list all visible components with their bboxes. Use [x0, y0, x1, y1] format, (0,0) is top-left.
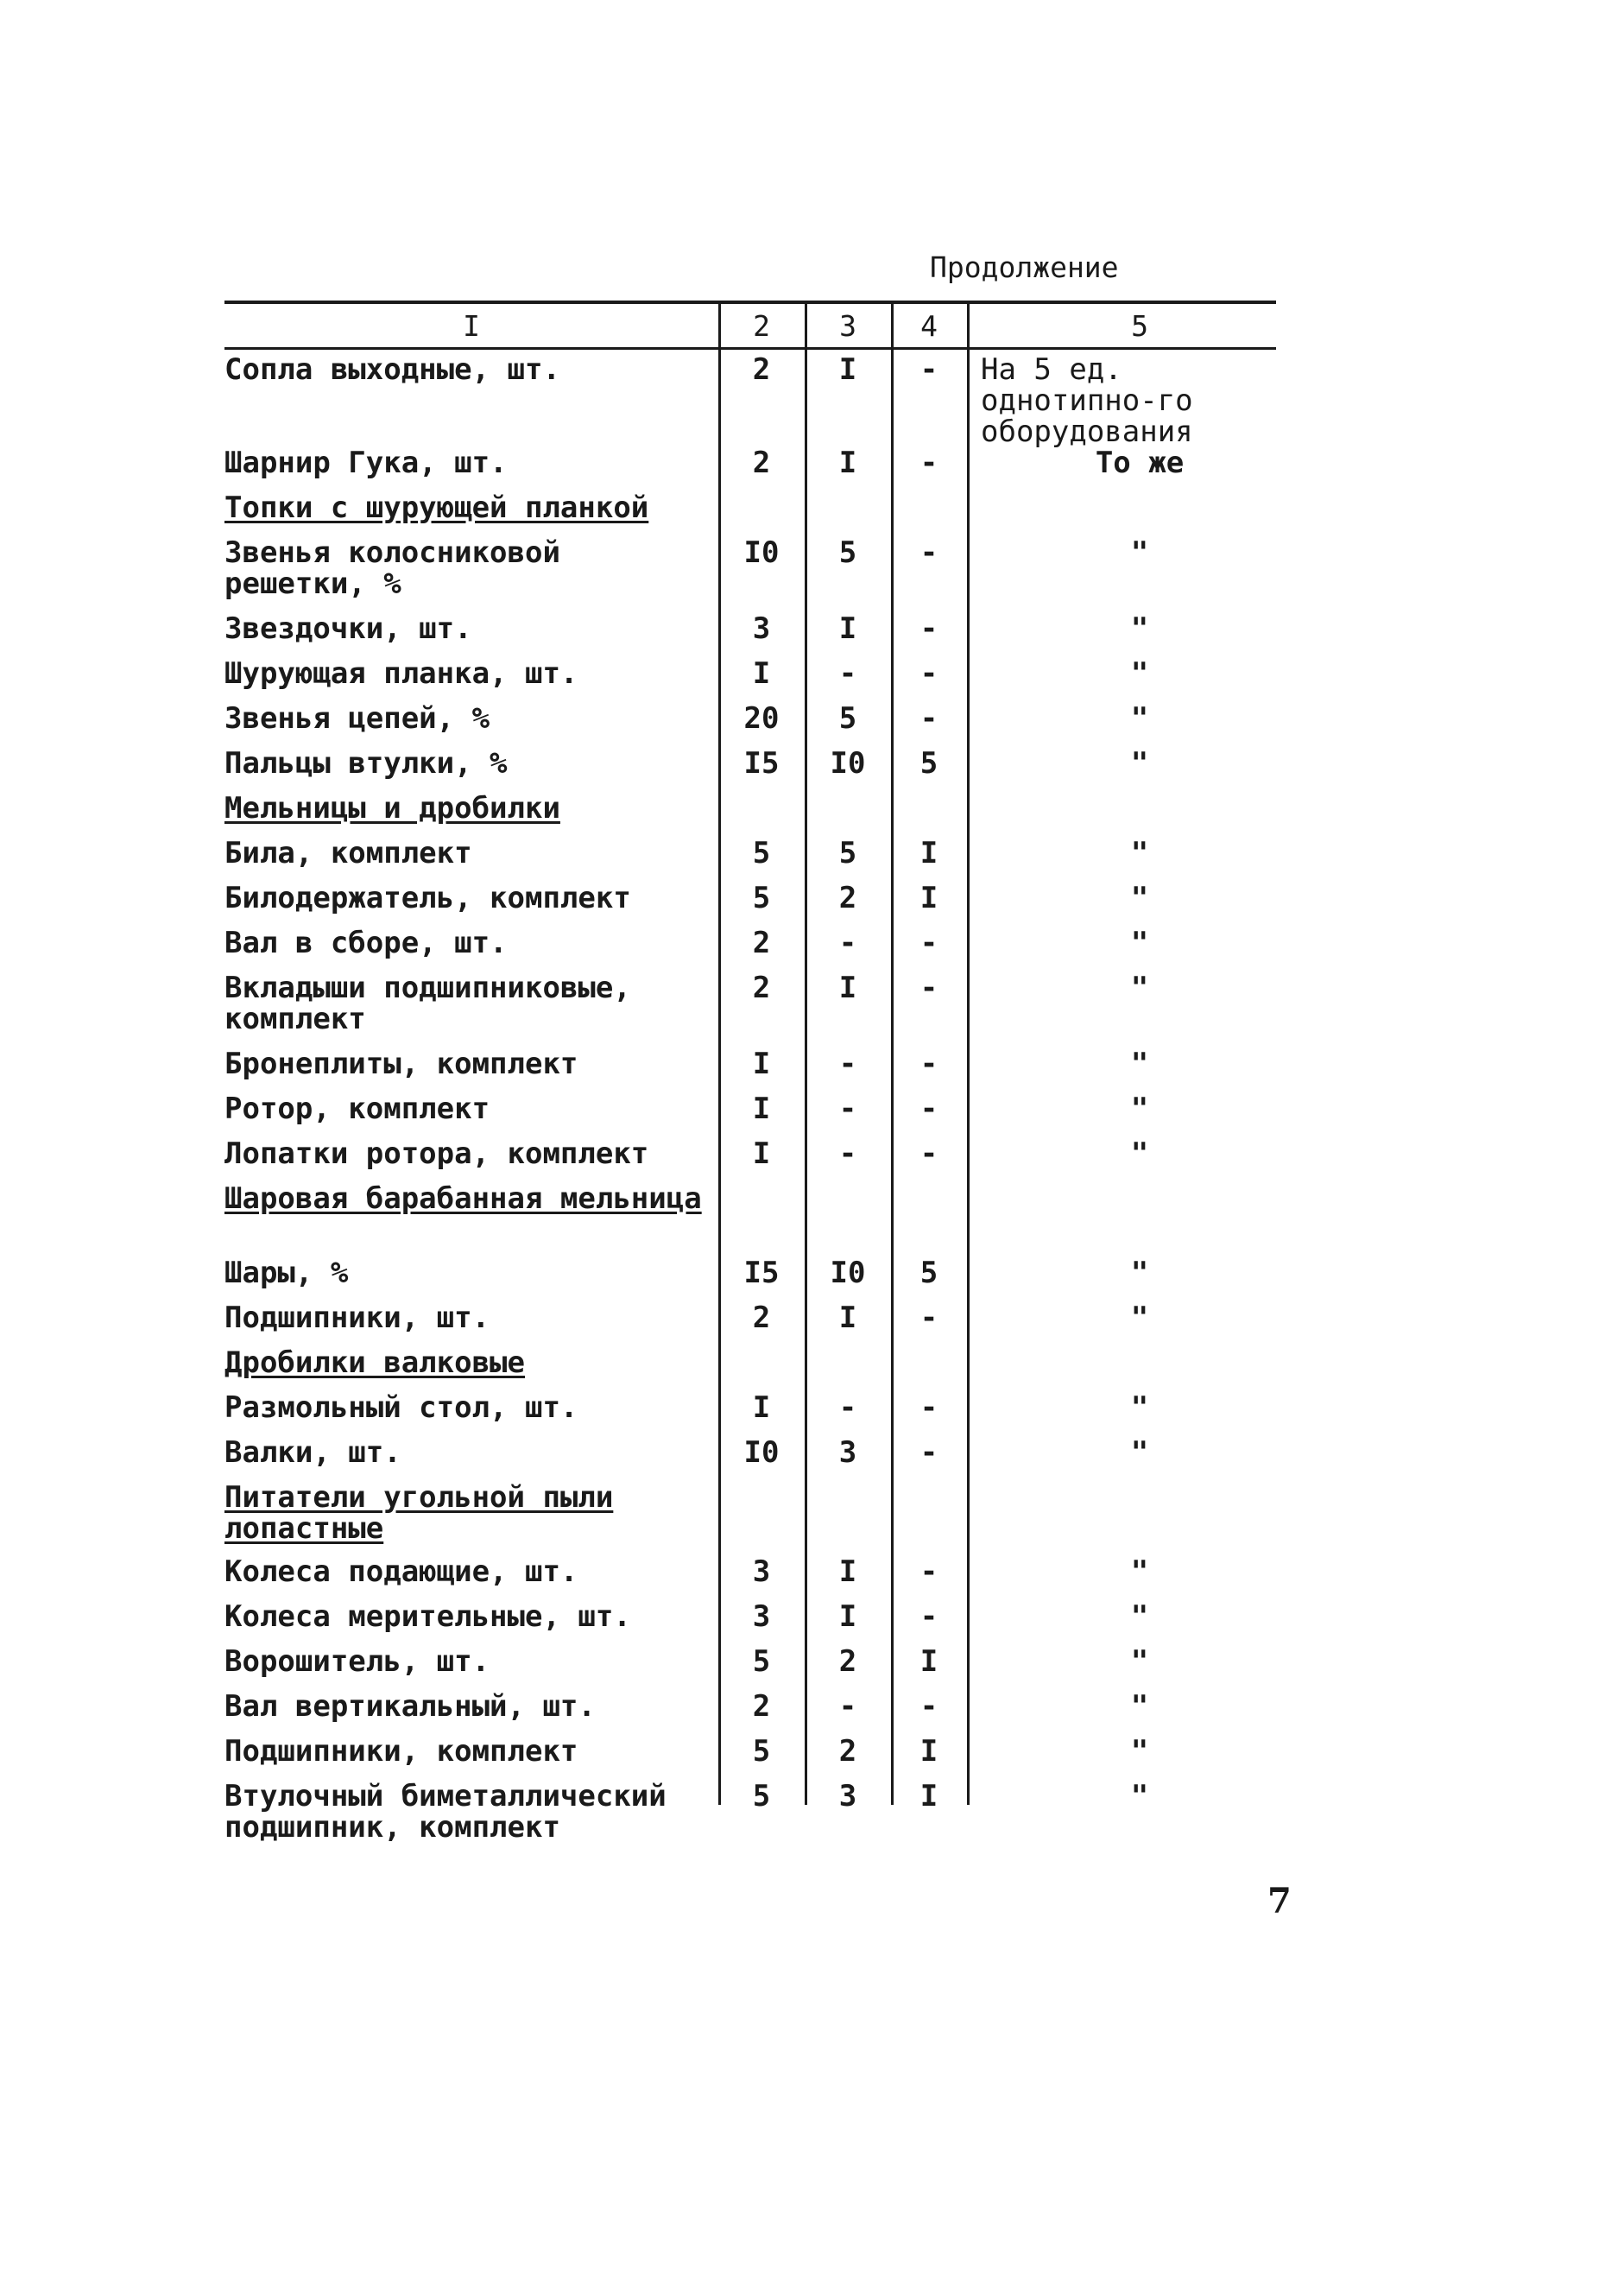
quantity-c4: I	[919, 1644, 938, 1679]
table-row	[224, 1093, 1312, 1138]
empty-cell	[967, 1183, 1312, 1257]
quantity-c2: I	[752, 656, 771, 691]
quantity-c3: 5	[838, 701, 857, 736]
item-name: Шарнир Гука, шт.	[224, 446, 508, 480]
table-row	[224, 1601, 1312, 1646]
quantity-c4: -	[919, 1554, 938, 1589]
quantity-c3: I	[838, 1554, 857, 1589]
note-cell: "	[1130, 611, 1149, 646]
item-name: Пальцы втулки, %	[224, 746, 508, 781]
item-name: Валки, шт.	[224, 1435, 401, 1470]
quantity-c2: 20	[743, 701, 780, 736]
column-header-1: I	[463, 309, 480, 343]
item-name: Вал в сборе, шт.	[224, 926, 508, 960]
note-cell: "	[1130, 746, 1149, 781]
table-header-rule	[224, 347, 1276, 350]
item-name: Звенья колосниковой решетки, %	[224, 535, 560, 601]
empty-cell	[805, 1183, 891, 1257]
table-row	[224, 1781, 1312, 1857]
quantity-c2: 2	[752, 971, 771, 1005]
quantity-c2: 2	[752, 446, 771, 480]
table-row	[224, 1437, 1312, 1482]
quantity-c2: 5	[752, 1644, 771, 1679]
quantity-c3: 3	[838, 1435, 857, 1470]
item-name: Шары, %	[224, 1256, 349, 1290]
item-name: Вал вертикальный, шт.	[224, 1689, 596, 1724]
quantity-c2: I0	[743, 535, 780, 570]
empty-cell	[891, 1482, 967, 1556]
quantity-c2: 3	[752, 1554, 771, 1589]
section-row	[224, 1482, 1312, 1556]
quantity-c4: I	[919, 836, 938, 870]
quantity-c4: -	[919, 1599, 938, 1634]
empty-cell	[805, 1347, 891, 1392]
empty-cell	[891, 1183, 967, 1257]
quantity-c4: I	[919, 881, 938, 915]
quantity-c2: I	[752, 1136, 771, 1171]
table-row	[224, 883, 1312, 927]
section-row	[224, 492, 1312, 537]
item-name: Сопла выходные, шт.	[224, 352, 560, 387]
quantity-c4: -	[919, 971, 938, 1005]
spare-parts-table	[224, 354, 1312, 1857]
quantity-c4: -	[919, 1047, 938, 1081]
item-name: Колеса мерительные, шт.	[224, 1599, 631, 1634]
item-name: Втулочный биметаллический подшипник, комплект	[224, 1779, 667, 1845]
item-name: Ротор, комплект	[224, 1092, 490, 1126]
table-row	[224, 1302, 1312, 1347]
quantity-c3: 5	[838, 535, 857, 570]
empty-cell	[718, 492, 805, 537]
quantity-c4: -	[919, 1301, 938, 1335]
quantity-c4: -	[919, 701, 938, 736]
empty-cell	[967, 1482, 1312, 1556]
empty-cell	[718, 1482, 805, 1556]
item-name: Подшипники, шт.	[224, 1301, 490, 1335]
item-name: Бронеплиты, комплект	[224, 1047, 578, 1081]
table-row	[224, 927, 1312, 972]
empty-cell	[891, 793, 967, 838]
note-cell: "	[1130, 1256, 1149, 1290]
section-row	[224, 793, 1312, 838]
quantity-c2: 3	[752, 611, 771, 646]
quantity-c3: -	[838, 1047, 857, 1081]
quantity-c2: 5	[752, 1734, 771, 1769]
item-name: Шурующая планка, шт.	[224, 656, 578, 691]
quantity-c3: 2	[838, 1644, 857, 1679]
table-row	[224, 447, 1312, 492]
table-row	[224, 537, 1312, 613]
quantity-c3: -	[838, 926, 857, 960]
item-name: Лопатки ротора, комплект	[224, 1136, 649, 1171]
item-name: Подшипники, комплект	[224, 1734, 578, 1769]
note-cell: То же	[1095, 446, 1185, 480]
quantity-c4: 5	[919, 746, 938, 781]
table-row	[224, 1138, 1312, 1183]
quantity-c2: 2	[752, 352, 771, 387]
item-name: Ворошитель, шт.	[224, 1644, 490, 1679]
quantity-c3: -	[838, 1390, 857, 1425]
note-cell: "	[1130, 836, 1149, 870]
table-row	[224, 703, 1312, 748]
note-cell: "	[1130, 1301, 1149, 1335]
table-row	[224, 1392, 1312, 1437]
column-header-5: 5	[1131, 309, 1148, 343]
column-header-2: 2	[753, 309, 770, 343]
quantity-c4: -	[919, 1092, 938, 1126]
quantity-c3: I	[838, 971, 857, 1005]
quantity-c2: I	[752, 1047, 771, 1081]
note-cell: "	[1130, 535, 1149, 570]
note-cell: "	[1130, 1689, 1149, 1724]
section-heading: Питатели угольной пыли лопастные	[224, 1480, 614, 1546]
quantity-c4: -	[919, 656, 938, 691]
quantity-c2: I	[752, 1092, 771, 1126]
column-header-4: 4	[920, 309, 938, 343]
quantity-c2: 2	[752, 1301, 771, 1335]
quantity-c4: I	[919, 1779, 938, 1813]
table-row	[224, 1556, 1312, 1601]
note-cell: "	[1130, 1136, 1149, 1171]
item-name: Вкладыши подшипниковые, комплект	[224, 971, 631, 1036]
section-heading: Мельницы и дробилки	[224, 791, 560, 826]
note-cell: "	[1130, 1047, 1149, 1081]
quantity-c3: -	[838, 656, 857, 691]
empty-cell	[891, 1347, 967, 1392]
empty-cell	[805, 1482, 891, 1556]
quantity-c3: I	[838, 1599, 857, 1634]
item-name: Звенья цепей, %	[224, 701, 490, 736]
note-cell: "	[1130, 971, 1149, 1005]
empty-cell	[718, 1183, 805, 1257]
quantity-c3: -	[838, 1092, 857, 1126]
section-heading: Шаровая барабанная мельница	[224, 1181, 702, 1216]
quantity-c2: 5	[752, 881, 771, 915]
note-cell: "	[1130, 656, 1149, 691]
item-name: Билодержатель, комплект	[224, 881, 631, 915]
quantity-c3: 2	[838, 1734, 857, 1769]
empty-cell	[718, 1347, 805, 1392]
note-cell: "	[1130, 1092, 1149, 1126]
empty-cell	[891, 492, 967, 537]
quantity-c2: I5	[743, 746, 780, 781]
item-name: Колеса подающие, шт.	[224, 1554, 578, 1589]
quantity-c3: 2	[838, 881, 857, 915]
continuation-label: Продолжение	[930, 250, 1119, 284]
note-cell: "	[1130, 1644, 1149, 1679]
note-cell: "	[1130, 926, 1149, 960]
quantity-c2: I5	[743, 1256, 780, 1290]
quantity-c3: I0	[830, 1256, 866, 1290]
quantity-c3: I0	[830, 746, 866, 781]
quantity-c3: I	[838, 611, 857, 646]
quantity-c2: 3	[752, 1599, 771, 1634]
quantity-c3: -	[838, 1136, 857, 1171]
note-cell: "	[1130, 1599, 1149, 1634]
note-cell: "	[1130, 881, 1149, 915]
item-name: Звездочки, шт.	[224, 611, 472, 646]
quantity-c4: -	[919, 611, 938, 646]
table-row	[224, 1646, 1312, 1691]
note-cell: "	[1130, 1734, 1149, 1769]
empty-cell	[967, 1347, 1312, 1392]
column-header-3: 3	[839, 309, 856, 343]
quantity-c2: 5	[752, 836, 771, 870]
quantity-c2: 2	[752, 1689, 771, 1724]
quantity-c2: 5	[752, 1779, 771, 1813]
empty-cell	[967, 492, 1312, 537]
item-name: Размольный стол, шт.	[224, 1390, 578, 1425]
quantity-c4: -	[919, 1136, 938, 1171]
table-row	[224, 972, 1312, 1048]
quantity-c4: -	[919, 535, 938, 570]
table-row	[224, 838, 1312, 883]
empty-cell	[805, 492, 891, 537]
quantity-c4: I	[919, 1734, 938, 1769]
quantity-c4: -	[919, 926, 938, 960]
table-row	[224, 1736, 1312, 1781]
table-row	[224, 658, 1312, 703]
section-heading: Дробилки валковые	[224, 1345, 525, 1380]
quantity-c2: I0	[743, 1435, 780, 1470]
section-row	[224, 1347, 1312, 1392]
quantity-c3: I	[838, 446, 857, 480]
note-cell: "	[1130, 1390, 1149, 1425]
quantity-c4: -	[919, 1435, 938, 1470]
quantity-c4: 5	[919, 1256, 938, 1290]
empty-cell	[805, 793, 891, 838]
table-row	[224, 613, 1312, 658]
note-cell: "	[1130, 1554, 1149, 1589]
quantity-c3: 3	[838, 1779, 857, 1813]
quantity-c4: -	[919, 352, 938, 387]
note-cell: "	[1130, 1779, 1149, 1813]
note-cell: "	[1130, 701, 1149, 736]
quantity-c4: -	[919, 1390, 938, 1425]
table-row	[224, 748, 1312, 793]
note-cell: "	[1130, 1435, 1149, 1470]
table-row	[224, 1048, 1312, 1093]
empty-cell	[967, 793, 1312, 838]
empty-cell	[718, 793, 805, 838]
table-top-rule	[224, 301, 1276, 304]
quantity-c3: 5	[838, 836, 857, 870]
table-row	[224, 1691, 1312, 1736]
page-number: 7	[1267, 1881, 1292, 1921]
quantity-c4: -	[919, 446, 938, 480]
section-row	[224, 1183, 1312, 1257]
table-row	[224, 354, 1312, 447]
quantity-c3: -	[838, 1689, 857, 1724]
quantity-c2: I	[752, 1390, 771, 1425]
table-row	[224, 1257, 1312, 1302]
item-name: Била, комплект	[224, 836, 472, 870]
section-heading: Топки с шурующей планкой	[224, 491, 649, 525]
table-body	[224, 354, 1312, 1857]
note-cell: На 5 ед. однотипно-го оборудования	[981, 352, 1193, 449]
quantity-c4: -	[919, 1689, 938, 1724]
quantity-c3: I	[838, 1301, 857, 1335]
quantity-c2: 2	[752, 926, 771, 960]
quantity-c3: I	[838, 352, 857, 387]
